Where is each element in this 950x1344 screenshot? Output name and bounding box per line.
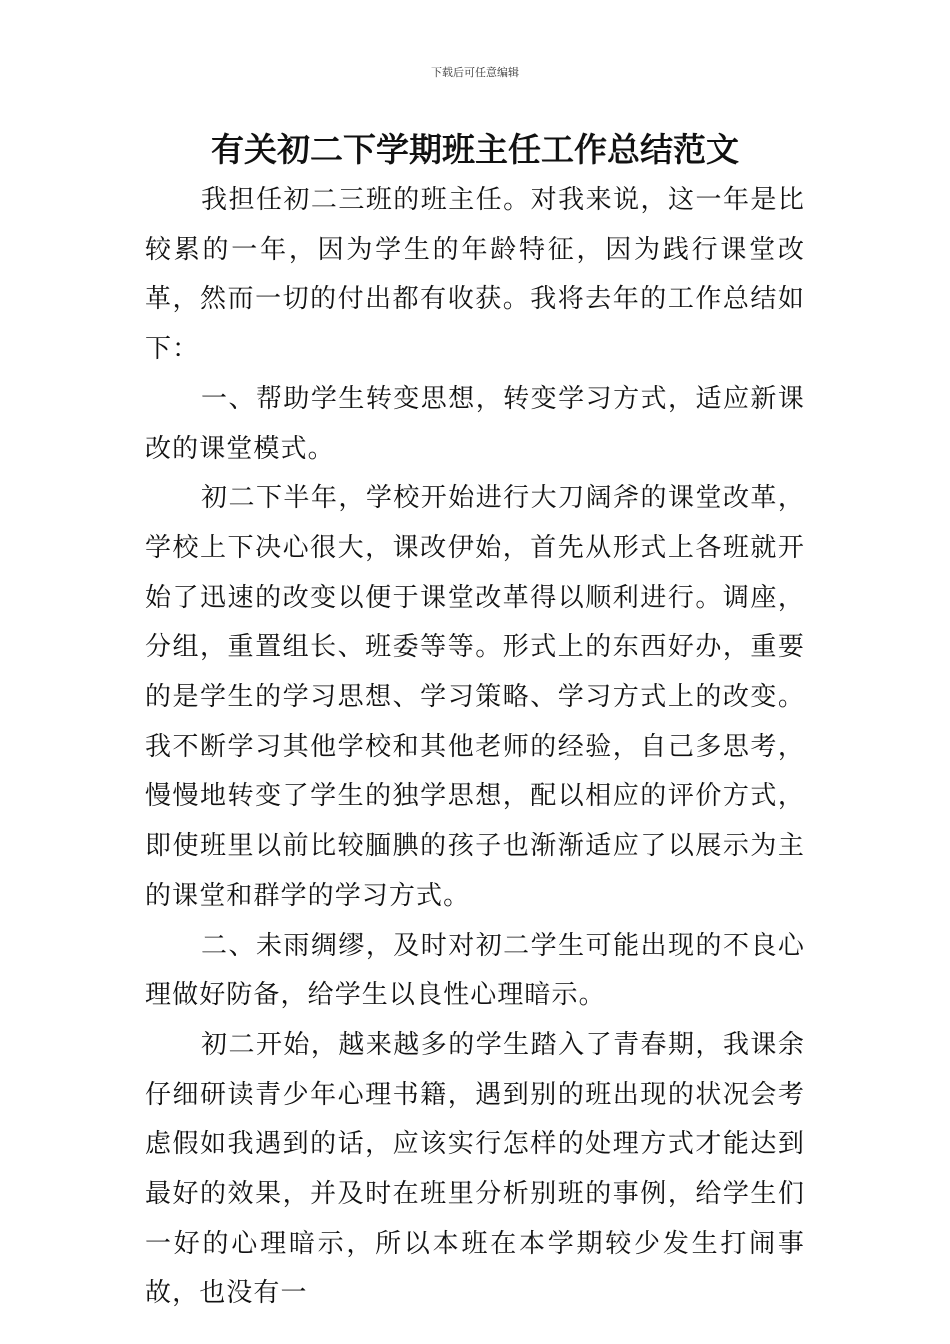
document-body	[145, 176, 805, 1319]
paragraph-intro: 我担任初二三班的班主任。对我来说，这一年是比较累的一年，因为学生的年龄特征，因为践行课堂改革，然而一切的付出都有收获。我将去年的工作总结如下：	[145, 185, 805, 365]
paragraph-section-2-heading: 二、未雨绸缪，及时对初二学生可能出现的不良心理做好防备，给学生以良性心理暗示。	[145, 930, 805, 1011]
header-note: 下载后可任意编辑	[431, 66, 519, 79]
paragraph-section-2-body: 初二开始，越来越多的学生踏入了青春期，我课余仔细研读青少年心理书籍，遇到别的班出现的状况会考虑假如我遇到的话，应该实行怎样的处理方式才能达到最好的效果，并及时在班里分析别班的事例，给学生们一好的心理暗示，所以本班在本学期较少发生打闹事故，也没有一	[145, 1029, 805, 1309]
paragraph-section-1-heading: 一、帮助学生转变思想，转变学习方式，适应新课改的课堂模式。	[145, 383, 805, 464]
document-title: 有关初二下学期班主任工作总结范文	[211, 130, 739, 169]
paragraph-section-1-body: 初二下半年，学校开始进行大刀阔斧的课堂改革，学校上下决心很大，课改伊始，首先从形式上各班就开始了迅速的改变以便于课堂改革得以顺利进行。调座，分组，重置组长、班委等等。形式上的东西好办，重要的是学生的学习思想、学习策略、学习方式上的改变。我不断学习其他学校和其他老师的经验，自己多思考，慢慢地转变了学生的独学思想，配以相应的评价方式，即使班里以前比较腼腆的孩子也渐渐适应了以展示为主的课堂和群学的学习方式。	[145, 483, 805, 911]
